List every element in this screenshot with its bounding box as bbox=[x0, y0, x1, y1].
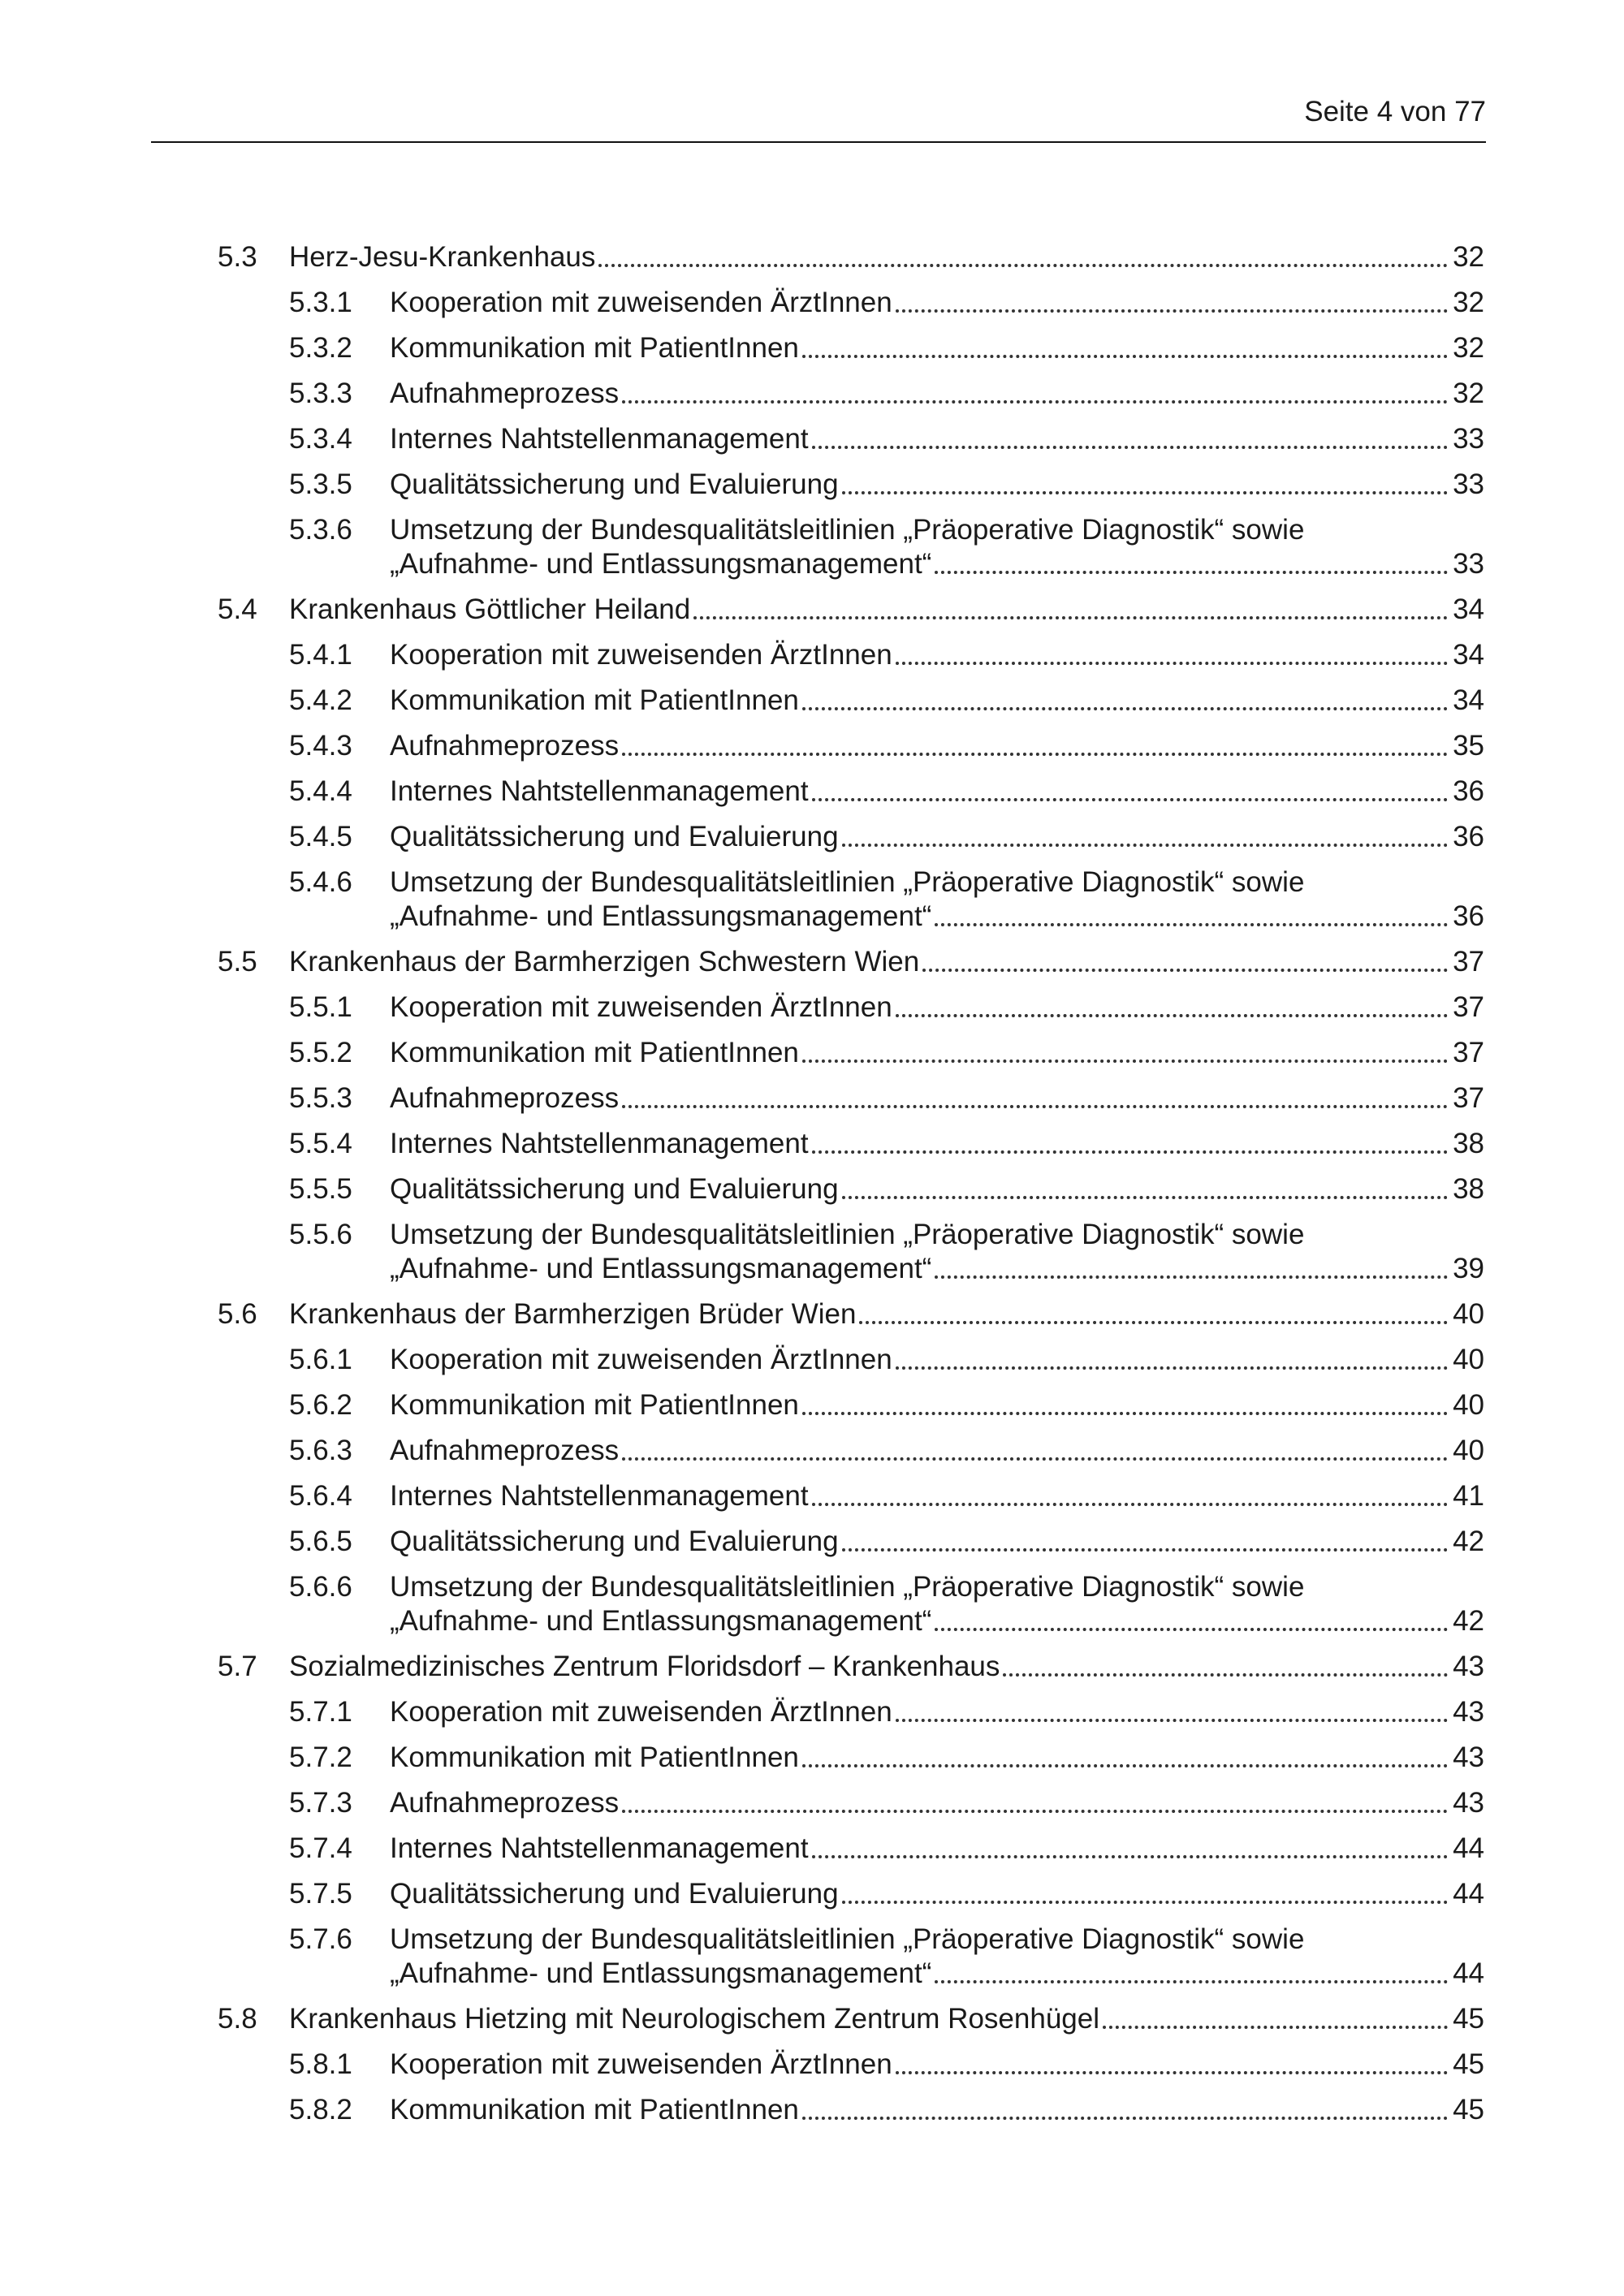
toc-dot-leader bbox=[896, 2071, 1448, 2074]
toc-entry-page: 35 bbox=[1453, 730, 1484, 762]
page-number-label: Seite 4 von 77 bbox=[1304, 96, 1486, 127]
toc-entry-number: 5.6.4 bbox=[289, 1480, 352, 1512]
toc-entry-title: Kommunikation mit PatientInnen bbox=[390, 1389, 799, 1421]
toc-dot-leader bbox=[622, 1105, 1448, 1108]
toc-entry-number: 5.8.1 bbox=[289, 2048, 352, 2080]
toc-entry-number: 5.5.6 bbox=[289, 1219, 352, 1250]
toc-entry-number: 5.7.5 bbox=[289, 1878, 352, 1910]
toc-dot-leader bbox=[802, 1764, 1448, 1767]
toc-dot-leader bbox=[1003, 1673, 1448, 1677]
toc-dot-leader bbox=[802, 1412, 1448, 1415]
toc-entry-page: 34 bbox=[1453, 593, 1484, 625]
toc-entry-title: „Aufnahme- und Entlassungsmanagement“ bbox=[390, 900, 932, 932]
toc-entry-page: 43 bbox=[1453, 1787, 1484, 1819]
toc-entry[interactable] bbox=[218, 331, 1484, 377]
toc-entry[interactable] bbox=[218, 1479, 1484, 1525]
toc-entry-page: 40 bbox=[1453, 1344, 1484, 1375]
toc-entry-number: 5.3.6 bbox=[289, 514, 352, 546]
toc-entry[interactable] bbox=[218, 2093, 1484, 2138]
toc-entry[interactable] bbox=[218, 377, 1484, 422]
toc-entry-number: 5.7.6 bbox=[289, 1923, 352, 1955]
toc-dot-leader bbox=[935, 1980, 1448, 1983]
toc-entry-number: 5.4.2 bbox=[289, 684, 352, 716]
toc-entry-title: Aufnahmeprozess bbox=[390, 1082, 620, 1114]
toc-entry[interactable] bbox=[218, 1127, 1484, 1172]
toc-dot-leader bbox=[842, 1196, 1448, 1199]
toc-entry[interactable] bbox=[218, 1786, 1484, 1832]
toc-entry[interactable] bbox=[218, 1525, 1484, 1570]
toc-dot-leader bbox=[812, 446, 1448, 449]
toc-entry-number: 5.3 bbox=[218, 241, 257, 273]
toc-dot-leader bbox=[1103, 2026, 1448, 2029]
toc-entry-page: 37 bbox=[1453, 1037, 1484, 1068]
table-of-contents bbox=[218, 240, 1484, 2138]
toc-entry-title: Kommunikation mit PatientInnen bbox=[390, 1741, 799, 1773]
toc-entry-title: Internes Nahtstellenmanagement bbox=[390, 423, 809, 455]
toc-entry-title: Kooperation mit zuweisenden ÄrztInnen bbox=[390, 991, 892, 1023]
toc-entry-number: 5.7 bbox=[218, 1651, 257, 1682]
toc-entry-page: 44 bbox=[1453, 1832, 1484, 1864]
toc-entry-title: Kooperation mit zuweisenden ÄrztInnen bbox=[390, 1344, 892, 1375]
toc-dot-leader bbox=[812, 1855, 1448, 1858]
toc-entry[interactable] bbox=[218, 865, 1484, 945]
toc-entry[interactable] bbox=[218, 593, 1484, 638]
toc-entry-title: Umsetzung der Bundesqualitätsleitlinien „Präoperative Diagnostik“ sowie bbox=[390, 1923, 1305, 1955]
toc-entry[interactable] bbox=[218, 1343, 1484, 1388]
toc-entry[interactable] bbox=[218, 1650, 1484, 1695]
toc-entry-page: 38 bbox=[1453, 1128, 1484, 1159]
toc-entry-page: 40 bbox=[1453, 1298, 1484, 1330]
toc-entry-title: Kommunikation mit PatientInnen bbox=[390, 332, 799, 364]
toc-entry-number: 5.6 bbox=[218, 1298, 257, 1330]
toc-entry-page: 37 bbox=[1453, 991, 1484, 1023]
toc-entry[interactable] bbox=[218, 2048, 1484, 2093]
toc-entry[interactable] bbox=[218, 1741, 1484, 1786]
toc-entry-title: Umsetzung der Bundesqualitätsleitlinien „Präoperative Diagnostik“ sowie bbox=[390, 1571, 1305, 1603]
toc-entry-page: 33 bbox=[1453, 423, 1484, 455]
toc-entry-title: Internes Nahtstellenmanagement bbox=[390, 1832, 809, 1864]
toc-entry-number: 5.8 bbox=[218, 2003, 257, 2035]
toc-entry-number: 5.6.2 bbox=[289, 1389, 352, 1421]
toc-entry[interactable] bbox=[218, 1172, 1484, 1218]
toc-entry-title: Aufnahmeprozess bbox=[390, 1435, 620, 1466]
toc-entry-page: 45 bbox=[1453, 2048, 1484, 2080]
toc-entry-title: „Aufnahme- und Entlassungsmanagement“ bbox=[390, 1253, 932, 1284]
toc-entry[interactable] bbox=[218, 468, 1484, 513]
toc-entry-page: 36 bbox=[1453, 821, 1484, 852]
toc-entry-page: 37 bbox=[1453, 946, 1484, 978]
toc-entry-title: Sozialmedizinisches Zentrum Floridsdorf – Krankenhaus bbox=[289, 1651, 1000, 1682]
toc-entry[interactable] bbox=[218, 638, 1484, 684]
toc-entry[interactable] bbox=[218, 1036, 1484, 1081]
toc-entry-page: 40 bbox=[1453, 1389, 1484, 1421]
toc-entry[interactable] bbox=[218, 1297, 1484, 1343]
toc-entry[interactable] bbox=[218, 240, 1484, 286]
toc-entry-title: „Aufnahme- und Entlassungsmanagement“ bbox=[390, 1957, 932, 1989]
toc-entry[interactable] bbox=[218, 286, 1484, 331]
toc-dot-leader bbox=[935, 923, 1448, 926]
toc-entry-number: 5.5.5 bbox=[289, 1173, 352, 1205]
toc-entry-title: „Aufnahme- und Entlassungsmanagement“ bbox=[390, 1605, 932, 1637]
toc-entry[interactable] bbox=[218, 1388, 1484, 1434]
toc-entry-number: 5.4 bbox=[218, 593, 257, 625]
toc-entry[interactable] bbox=[218, 422, 1484, 468]
toc-entry-title: Umsetzung der Bundesqualitätsleitlinien „Präoperative Diagnostik“ sowie bbox=[390, 1219, 1305, 1250]
toc-entry-title: Krankenhaus der Barmherzigen Brüder Wien bbox=[289, 1298, 857, 1330]
toc-entry-number: 5.4.5 bbox=[289, 821, 352, 852]
toc-entry[interactable] bbox=[218, 945, 1484, 990]
toc-entry-number: 5.7.4 bbox=[289, 1832, 352, 1864]
toc-entry-title: Umsetzung der Bundesqualitätsleitlinien „Präoperative Diagnostik“ sowie bbox=[390, 514, 1305, 546]
toc-entry-number: 5.3.4 bbox=[289, 423, 352, 455]
toc-entry-number: 5.5 bbox=[218, 946, 257, 978]
toc-entry-title: Krankenhaus Göttlicher Heiland bbox=[289, 593, 691, 625]
toc-entry-title: Kommunikation mit PatientInnen bbox=[390, 684, 799, 716]
toc-entry[interactable] bbox=[218, 1434, 1484, 1479]
toc-dot-leader bbox=[842, 1901, 1448, 1904]
toc-entry-title: Qualitätssicherung und Evaluierung bbox=[390, 821, 839, 852]
toc-entry-title: Internes Nahtstellenmanagement bbox=[390, 775, 809, 807]
toc-entry-title: Herz-Jesu-Krankenhaus bbox=[289, 241, 596, 273]
toc-entry-page: 37 bbox=[1453, 1082, 1484, 1114]
toc-entry[interactable] bbox=[218, 990, 1484, 1036]
toc-entry-number: 5.5.4 bbox=[289, 1128, 352, 1159]
toc-dot-leader bbox=[842, 844, 1448, 847]
toc-entry-title: Qualitätssicherung und Evaluierung bbox=[390, 1526, 839, 1557]
toc-entry-page: 44 bbox=[1453, 1957, 1484, 1989]
toc-entry-number: 5.4.3 bbox=[289, 730, 352, 762]
toc-entry-page: 33 bbox=[1453, 468, 1484, 500]
toc-entry-page: 45 bbox=[1453, 2094, 1484, 2126]
toc-entry[interactable] bbox=[218, 820, 1484, 865]
toc-entry-number: 5.4.6 bbox=[289, 866, 352, 898]
toc-entry-page: 34 bbox=[1453, 639, 1484, 671]
toc-entry-page: 39 bbox=[1453, 1253, 1484, 1284]
toc-entry-number: 5.6.3 bbox=[289, 1435, 352, 1466]
toc-entry-number: 5.3.1 bbox=[289, 287, 352, 318]
toc-dot-leader bbox=[622, 1457, 1448, 1461]
toc-entry[interactable] bbox=[218, 1832, 1484, 1877]
toc-dot-leader bbox=[896, 1366, 1448, 1370]
toc-entry-number: 5.7.2 bbox=[289, 1741, 352, 1773]
toc-dot-leader bbox=[812, 1503, 1448, 1506]
toc-entry-title: Umsetzung der Bundesqualitätsleitlinien „Präoperative Diagnostik“ sowie bbox=[390, 866, 1305, 898]
toc-entry-page: 43 bbox=[1453, 1741, 1484, 1773]
toc-dot-leader bbox=[598, 264, 1448, 267]
toc-entry-number: 5.6.6 bbox=[289, 1571, 352, 1603]
toc-entry-number: 5.5.2 bbox=[289, 1037, 352, 1068]
toc-entry-number: 5.4.1 bbox=[289, 639, 352, 671]
page-header bbox=[151, 94, 1486, 143]
toc-entry-title: Aufnahmeprozess bbox=[390, 730, 620, 762]
toc-dot-leader bbox=[802, 355, 1448, 358]
header-rule bbox=[151, 141, 1486, 143]
toc-dot-leader bbox=[622, 1810, 1448, 1813]
toc-entry-page: 32 bbox=[1453, 332, 1484, 364]
toc-dot-leader bbox=[842, 1548, 1448, 1552]
toc-entry-title: Qualitätssicherung und Evaluierung bbox=[390, 468, 839, 500]
toc-entry-title: Internes Nahtstellenmanagement bbox=[390, 1480, 809, 1512]
toc-dot-leader bbox=[802, 707, 1448, 710]
toc-entry[interactable] bbox=[218, 1081, 1484, 1127]
toc-entry[interactable] bbox=[218, 1695, 1484, 1741]
toc-entry[interactable] bbox=[218, 1570, 1484, 1650]
toc-entry-title: Kooperation mit zuweisenden ÄrztInnen bbox=[390, 2048, 892, 2080]
toc-entry-number: 5.7.1 bbox=[289, 1696, 352, 1728]
toc-dot-leader bbox=[802, 2117, 1448, 2120]
toc-entry-page: 43 bbox=[1453, 1696, 1484, 1728]
toc-entry-page: 42 bbox=[1453, 1526, 1484, 1557]
toc-dot-leader bbox=[935, 1275, 1448, 1279]
toc-entry-page: 32 bbox=[1453, 378, 1484, 409]
toc-entry-title: Kooperation mit zuweisenden ÄrztInnen bbox=[390, 1696, 892, 1728]
toc-entry-page: 32 bbox=[1453, 241, 1484, 273]
toc-entry-title: Kooperation mit zuweisenden ÄrztInnen bbox=[390, 639, 892, 671]
toc-entry-page: 40 bbox=[1453, 1435, 1484, 1466]
toc-dot-leader bbox=[622, 400, 1448, 404]
toc-entry-number: 5.8.2 bbox=[289, 2094, 352, 2126]
toc-dot-leader bbox=[802, 1060, 1448, 1063]
toc-dot-leader bbox=[896, 1014, 1448, 1017]
toc-dot-leader bbox=[812, 798, 1448, 801]
toc-entry-title: Kommunikation mit PatientInnen bbox=[390, 1037, 799, 1068]
toc-dot-leader bbox=[693, 616, 1448, 619]
toc-entry-page: 34 bbox=[1453, 684, 1484, 716]
toc-entry-title: „Aufnahme- und Entlassungsmanagement“ bbox=[390, 548, 932, 580]
toc-entry-title: Aufnahmeprozess bbox=[390, 378, 620, 409]
toc-entry-title: Internes Nahtstellenmanagement bbox=[390, 1128, 809, 1159]
toc-entry-number: 5.6.5 bbox=[289, 1526, 352, 1557]
toc-entry-page: 44 bbox=[1453, 1878, 1484, 1910]
toc-entry-number: 5.5.3 bbox=[289, 1082, 352, 1114]
toc-entry-number: 5.5.1 bbox=[289, 991, 352, 1023]
toc-entry-page: 33 bbox=[1453, 548, 1484, 580]
toc-dot-leader bbox=[935, 1628, 1448, 1631]
toc-entry[interactable] bbox=[218, 729, 1484, 775]
toc-entry-title: Kommunikation mit PatientInnen bbox=[390, 2094, 799, 2126]
toc-dot-leader bbox=[896, 662, 1448, 665]
toc-entry[interactable] bbox=[218, 684, 1484, 729]
toc-entry-page: 43 bbox=[1453, 1651, 1484, 1682]
toc-entry-page: 36 bbox=[1453, 900, 1484, 932]
toc-entry[interactable] bbox=[218, 1218, 1484, 1297]
toc-entry-page: 45 bbox=[1453, 2003, 1484, 2035]
toc-entry-page: 36 bbox=[1453, 775, 1484, 807]
toc-entry[interactable] bbox=[218, 2002, 1484, 2048]
toc-dot-leader bbox=[896, 1719, 1448, 1722]
toc-entry-page: 41 bbox=[1453, 1480, 1484, 1512]
toc-entry-title: Aufnahmeprozess bbox=[390, 1787, 620, 1819]
toc-entry[interactable] bbox=[218, 1923, 1484, 2002]
toc-entry-number: 5.3.5 bbox=[289, 468, 352, 500]
toc-entry-number: 5.3.3 bbox=[289, 378, 352, 409]
toc-dot-leader bbox=[896, 309, 1448, 313]
toc-entry-title: Qualitätssicherung und Evaluierung bbox=[390, 1173, 839, 1205]
toc-dot-leader bbox=[922, 969, 1448, 972]
toc-entry-title: Qualitätssicherung und Evaluierung bbox=[390, 1878, 839, 1910]
toc-dot-leader bbox=[812, 1150, 1448, 1154]
toc-entry-number: 5.7.3 bbox=[289, 1787, 352, 1819]
toc-entry-page: 32 bbox=[1453, 287, 1484, 318]
toc-entry-page: 42 bbox=[1453, 1605, 1484, 1637]
toc-dot-leader bbox=[842, 491, 1448, 494]
toc-entry[interactable] bbox=[218, 513, 1484, 593]
toc-dot-leader bbox=[622, 753, 1448, 756]
toc-dot-leader bbox=[935, 571, 1448, 574]
toc-entry-title: Kooperation mit zuweisenden ÄrztInnen bbox=[390, 287, 892, 318]
toc-entry-title: Krankenhaus Hietzing mit Neurologischem Zentrum Rosenhügel bbox=[289, 2003, 1099, 2035]
toc-entry-number: 5.4.4 bbox=[289, 775, 352, 807]
toc-entry-number: 5.6.1 bbox=[289, 1344, 352, 1375]
toc-dot-leader bbox=[859, 1321, 1448, 1324]
toc-entry[interactable] bbox=[218, 775, 1484, 820]
toc-entry-title: Krankenhaus der Barmherzigen Schwestern Wien bbox=[289, 946, 920, 978]
toc-entry-page: 38 bbox=[1453, 1173, 1484, 1205]
toc-entry[interactable] bbox=[218, 1877, 1484, 1923]
toc-entry-number: 5.3.2 bbox=[289, 332, 352, 364]
